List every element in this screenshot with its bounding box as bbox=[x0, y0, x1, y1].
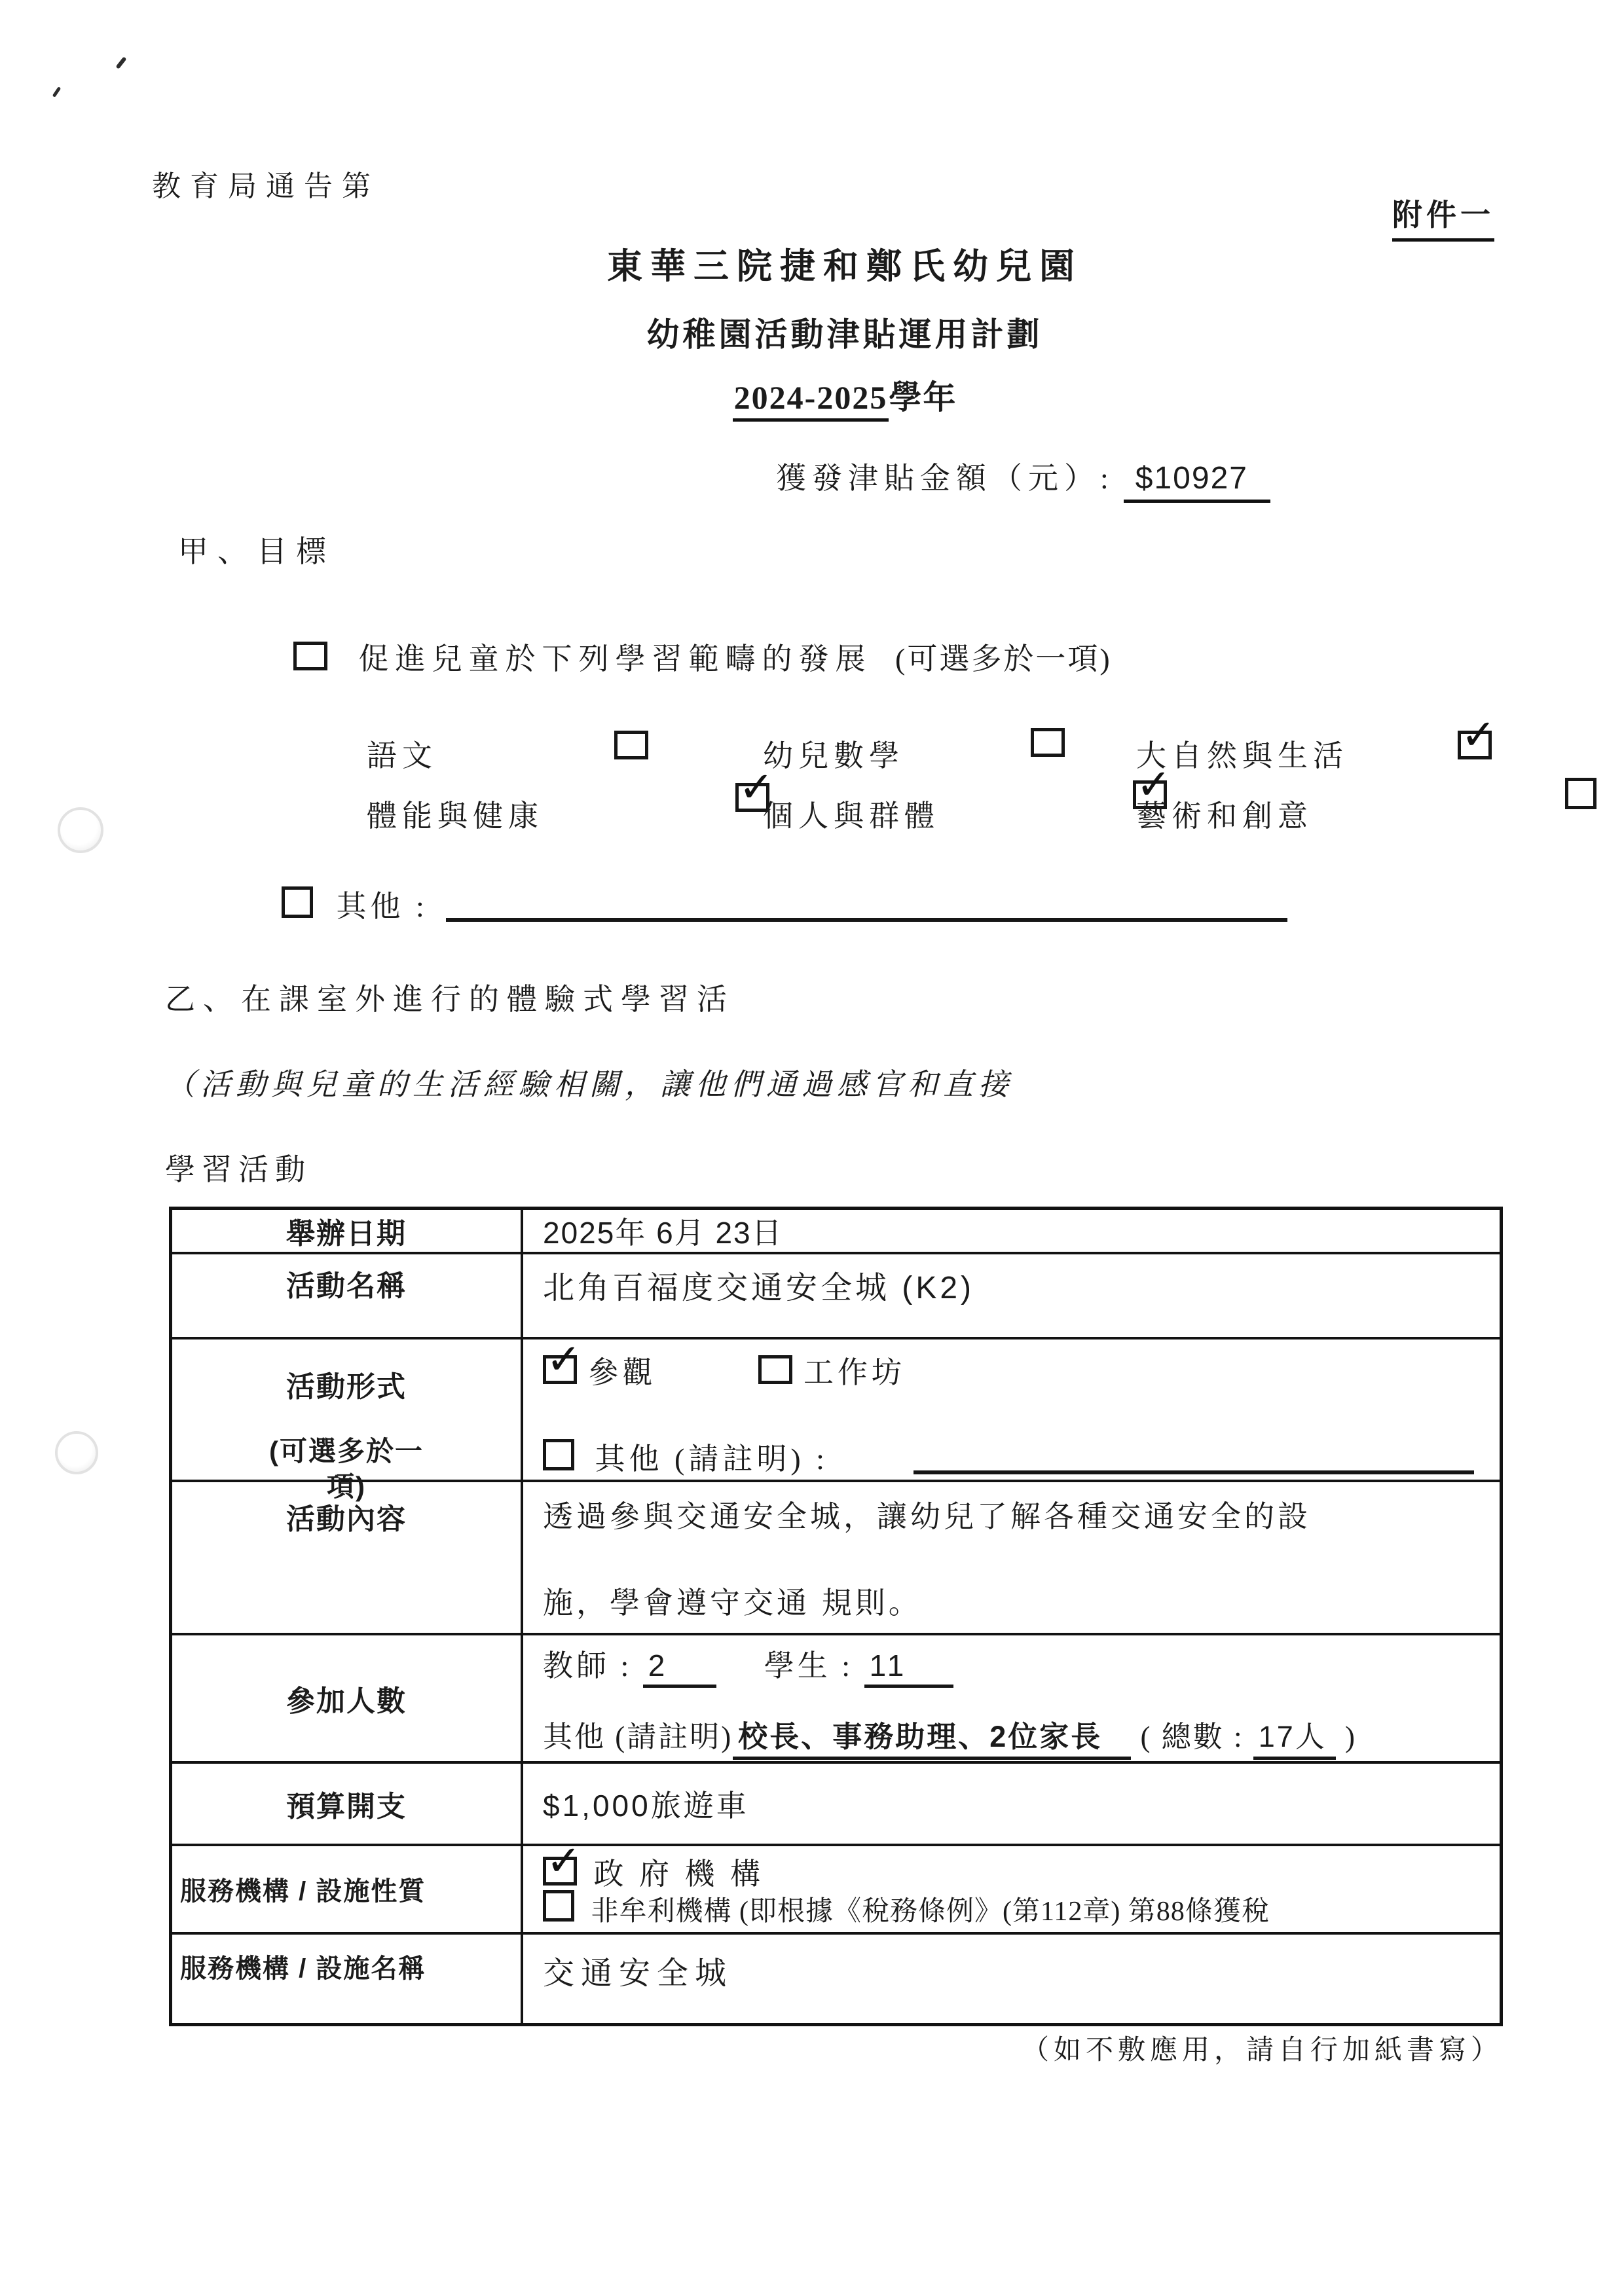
participants-label: 參加人數 bbox=[286, 1685, 407, 1717]
year-suffix: 學年 bbox=[889, 379, 957, 416]
check-icon: ✓ bbox=[546, 1336, 585, 1384]
section-b-heading: 乙、在課室外進行的體驗式學習活 bbox=[165, 983, 735, 1016]
visit-option-label: 參觀 bbox=[588, 1356, 657, 1389]
gov-org-checkbox[interactable] bbox=[543, 1837, 585, 1886]
budget-label: 預算開支 bbox=[286, 1791, 407, 1823]
objective-line bbox=[293, 635, 1112, 678]
date-value[interactable]: 2025年 6月 23日 bbox=[543, 1216, 783, 1250]
domain-checkbox-arts[interactable] bbox=[1565, 778, 1596, 809]
scan-speck bbox=[115, 56, 126, 69]
student-label: 學生 : bbox=[764, 1649, 854, 1683]
format-other-checkbox[interactable] bbox=[543, 1439, 574, 1470]
total-count[interactable]: 17人 bbox=[1253, 1713, 1336, 1760]
domain-label-personal: 個人與群體 bbox=[763, 799, 940, 833]
school-year bbox=[576, 371, 1113, 418]
teacher-label: 教師 : bbox=[543, 1649, 633, 1683]
ngo-org-checkbox[interactable] bbox=[543, 1890, 574, 1922]
org-type-value-cell bbox=[523, 1837, 1500, 1932]
activity-content-line1: 透過參與交通安全城，讓幼兒了解各種交通安全的設 bbox=[543, 1499, 1311, 1533]
budget-value[interactable]: $1,000旅遊車 bbox=[543, 1789, 749, 1823]
student-count[interactable]: 11 bbox=[864, 1648, 953, 1688]
activity-format-label: 活動形式 bbox=[286, 1371, 407, 1403]
title-block bbox=[576, 238, 1113, 418]
activity-format-value-cell bbox=[523, 1336, 1500, 1480]
total-open: ( 總數 : bbox=[1140, 1721, 1244, 1753]
format-other-blank-field[interactable] bbox=[913, 1470, 1474, 1474]
table-row-activity-content bbox=[172, 1482, 1500, 1635]
domain-checkbox-math[interactable] bbox=[1031, 728, 1065, 757]
activity-format-label-cell bbox=[172, 1339, 521, 1502]
domain-label-physical: 體能與健康 bbox=[367, 799, 544, 833]
participants-other-label: 其他 (請註明) bbox=[543, 1721, 733, 1753]
attachment-label: 附件一 bbox=[1392, 191, 1494, 242]
objective-checkbox[interactable] bbox=[293, 642, 327, 670]
org-name-value[interactable]: 交通安全城 bbox=[543, 1956, 733, 1991]
table-row-participants bbox=[172, 1635, 1500, 1764]
activity-name-label: 活動名稱 bbox=[286, 1270, 407, 1302]
activity-table bbox=[169, 1207, 1503, 2026]
activity-content-line2: 施，學會遵守交通 規則。 bbox=[543, 1586, 922, 1620]
visit-checkbox[interactable] bbox=[543, 1336, 585, 1384]
date-label: 舉辦日期 bbox=[286, 1218, 407, 1250]
domain-label-arts: 藝術和創意 bbox=[1136, 799, 1313, 833]
scan-speck bbox=[52, 86, 62, 98]
gov-org-label: 政 府 機 構 bbox=[593, 1857, 764, 1891]
format-other-label: 其他 (請註明) : bbox=[595, 1442, 828, 1476]
ngo-org-label: 非牟利機構 (即根據《稅務條例》(第112章) 第88條獲稅 bbox=[591, 1897, 1270, 1927]
activity-format-note: (可選多於一 bbox=[269, 1436, 424, 1467]
activity-format-note-clipped: 項) bbox=[327, 1471, 366, 1502]
plan-title: 幼稚園活動津貼運用計劃 bbox=[646, 316, 1043, 353]
check-icon: ✓ bbox=[1461, 711, 1496, 759]
section-b-note: （活動與兒童的生活經驗相關，讓他們通過感官和直接 bbox=[165, 1068, 1014, 1101]
footer-note: （如不敷應用，請自行加紙書寫） bbox=[1021, 2035, 1503, 2066]
table-row-budget bbox=[172, 1764, 1500, 1846]
section-b-note-cont: 學習活動 bbox=[165, 1153, 312, 1186]
check-icon: ✓ bbox=[546, 1837, 585, 1886]
workshop-option-label: 工作坊 bbox=[803, 1356, 906, 1389]
check-icon: ✓ bbox=[1136, 761, 1172, 809]
domain-label-nature: 大自然與生活 bbox=[1136, 739, 1348, 773]
table-row-activity-name bbox=[172, 1254, 1500, 1339]
check-icon: ✓ bbox=[739, 763, 774, 812]
other-label: 其他 : bbox=[336, 890, 428, 923]
org-name-label: 服務機構 / 設施名稱 bbox=[180, 1954, 426, 1983]
grant-amount-line bbox=[776, 454, 1270, 498]
year-range: 2024-2025 bbox=[733, 379, 889, 422]
objective-note: (可選多於一項) bbox=[895, 642, 1112, 676]
table-row-activity-format bbox=[172, 1336, 1500, 1502]
punch-hole bbox=[55, 1431, 98, 1474]
domain-checkbox-nature[interactable] bbox=[1458, 711, 1496, 759]
org-type-label: 服務機構 / 設施性質 bbox=[180, 1877, 426, 1906]
domain-checkbox-language[interactable] bbox=[614, 731, 648, 759]
participants-other-value[interactable]: 校長、事務助理、2位家長 bbox=[733, 1713, 1131, 1760]
teacher-count[interactable]: 2 bbox=[643, 1648, 716, 1688]
grant-label: 獲發津貼金額（元）: bbox=[776, 462, 1115, 495]
table-row-org-type bbox=[172, 1837, 1500, 1935]
grant-amount-value[interactable]: $10927 bbox=[1124, 461, 1270, 503]
activity-content-label: 活動內容 bbox=[286, 1503, 407, 1535]
notice-number-label: 教育局通告第 bbox=[152, 170, 380, 202]
school-name: 東華三院捷和鄭氏幼兒園 bbox=[607, 247, 1082, 286]
participants-value-cell bbox=[523, 1635, 1500, 1761]
domain-label-language: 語文 bbox=[367, 739, 437, 773]
table-row-org-name bbox=[172, 1935, 1500, 2023]
section-a-heading: 甲、目標 bbox=[178, 535, 335, 568]
objective-text: 促進兒童於下列學習範疇的發展 bbox=[358, 642, 872, 676]
activity-content-value-cell bbox=[523, 1482, 1500, 1633]
domain-label-math: 幼兒數學 bbox=[763, 739, 904, 773]
table-row-date bbox=[172, 1210, 1500, 1254]
workshop-checkbox[interactable] bbox=[758, 1355, 792, 1384]
other-objective-line bbox=[282, 883, 1287, 926]
punch-hole bbox=[58, 807, 103, 853]
total-close: ) bbox=[1345, 1721, 1357, 1753]
activity-name-value[interactable]: 北角百福度交通安全城 (K2) bbox=[543, 1271, 975, 1305]
other-checkbox[interactable] bbox=[282, 886, 313, 918]
other-blank-field[interactable] bbox=[446, 889, 1287, 922]
